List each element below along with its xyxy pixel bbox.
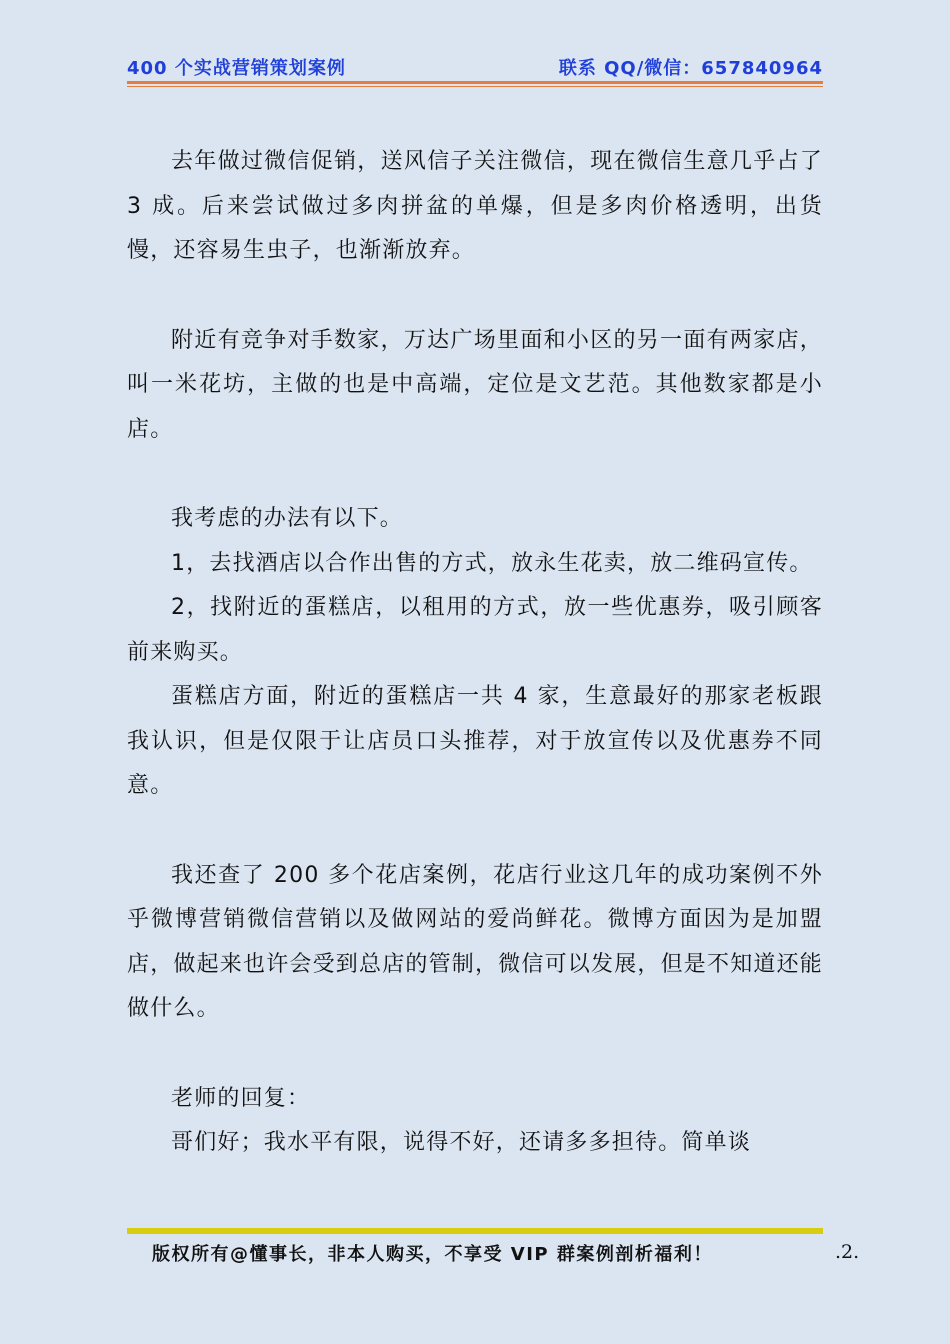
paragraph: 蛋糕店方面，附近的蛋糕店一共 4 家，生意最好的那家老板跟我认识，但是仅限于让店员口头推荐，对于放宣传以及优惠券不同意。: [127, 684, 823, 798]
paragraph: 去年做过微信促销，送风信子关注微信，现在微信生意几乎占了 3 成。后来尝试做过多肉拼盆的单爆，但是多肉价格透明，出货慢，还容易生虫子，也渐渐放弃。: [127, 149, 823, 263]
document-body: [127, 140, 823, 1166]
footer-copyright: 版权所有@懂事长，非本人购买，不享受 VIP 群案例剖析福利！: [152, 1244, 713, 1265]
paragraph: 附近有竞争对手数家，万达广场里面和小区的另一面有两家店，叫一米花坊，主做的也是中高端，定位是文艺范。其他数家都是小店。: [127, 327, 823, 442]
header-contact: 联系 QQ/微信：657840964: [558, 58, 823, 79]
list-item: 1，去找酒店以合作出售的方式，放永生花卖，放二维码宣传。: [171, 550, 813, 576]
paragraph-gap: [127, 1032, 823, 1077]
header-divider-thin: [127, 86, 823, 87]
paragraph-gap: [127, 274, 823, 319]
footer-divider: [127, 1228, 823, 1234]
list-item: 2，找附近的蛋糕店，以租用的方式，放一些优惠券，吸引顾客前来购买。: [127, 595, 823, 665]
paragraph: 哥们好；我水平有限，说得不好，还请多多担待。简单谈: [171, 1130, 752, 1155]
page-header: [127, 54, 823, 80]
paragraph: 老师的回复：: [171, 1085, 311, 1111]
paragraph: 我考虑的办法有以下。: [171, 506, 404, 531]
paragraph: 我还查了 200 多个花店案例，花店行业这几年的成功案例不外乎微博营销微信营销以及做网站的爱尚鲜花。微博方面因为是加盟店，做起来也许会受到总店的管制，微信可以发展，但是不知道还能做什么。: [127, 862, 824, 1021]
paragraph-gap: [127, 452, 823, 497]
paragraph-gap: [127, 809, 823, 854]
page-number: .2.: [835, 1241, 860, 1263]
header-title: 400 个实战营销策划案例: [127, 58, 346, 79]
header-divider: [127, 81, 823, 84]
